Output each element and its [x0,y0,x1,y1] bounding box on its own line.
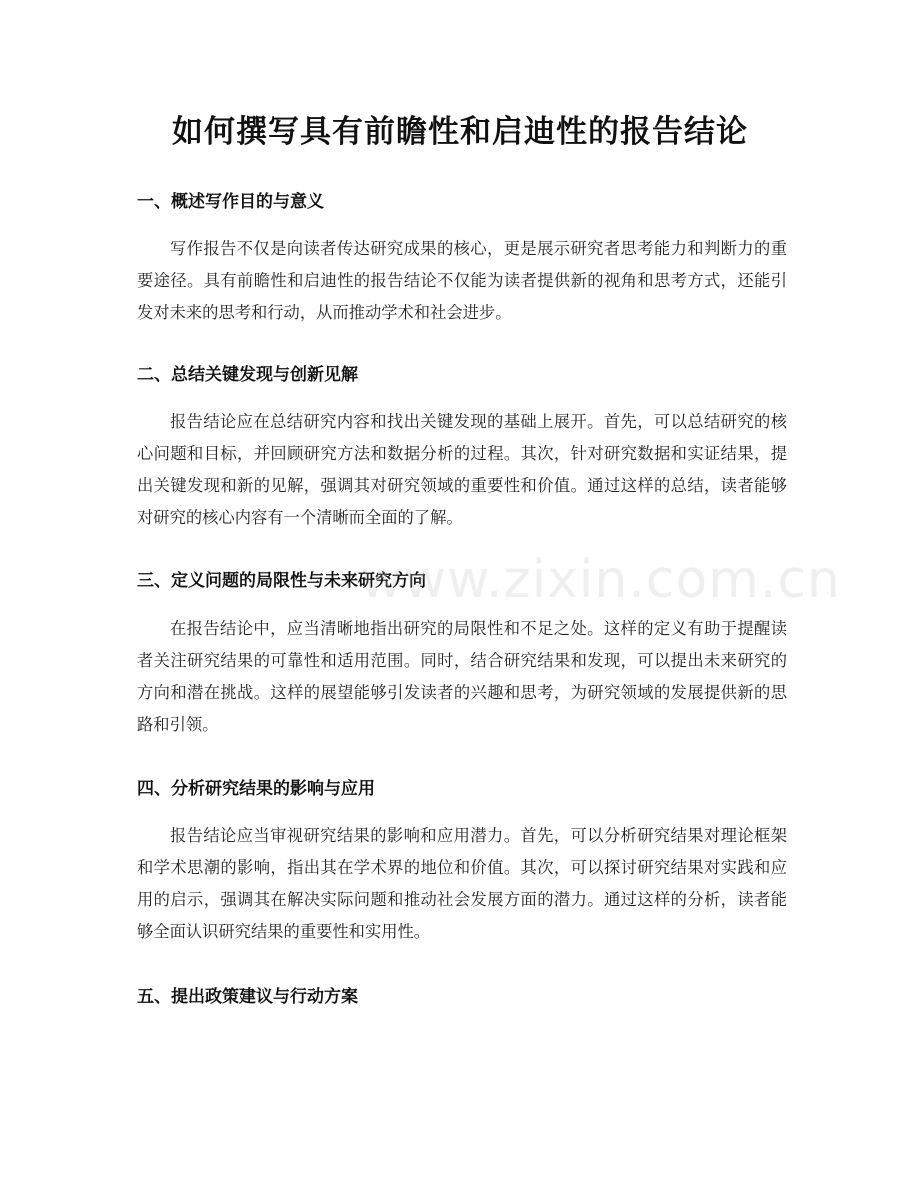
document-title: 如何撰写具有前瞻性和启迪性的报告结论 [172,114,748,150]
section-heading-3: 三、定义问题的局限性与未来研究方向 [137,571,426,591]
section-paragraph-4: 报告结论应当审视研究结果的影响和应用潜力。首先，可以分析研究结果对理论框架和学术思潮的影响，指出其在学术界的地位和价值。其次，可以探讨研究结果对实践和应用的启示，强调其在解决实际问题和推动社会发展方面的潜力。通过这样的分析，读者能够全面认识研究结果的重要性和实用性。 [137,826,787,941]
section-heading-1: 一、概述写作目的与意义 [137,192,324,212]
section-paragraph-3: 在报告结论中，应当清晰地指出研究的局限性和不足之处。这样的定义有助于提醒读者关注研究结果的可靠性和适用范围。同时，结合研究结果和发现，可以提出未来研究的方向和潜在挑战。这样的展望能够引发读者的兴趣和思考，为研究领域的发展提供新的思路和引领。 [137,619,787,734]
watermark: www.zixin.com.cn [360,550,841,610]
section-paragraph-1: 写作报告不仅是向读者传达研究成果的核心，更是展示研究者思考能力和判断力的重要途径。具有前瞻性和启迪性的报告结论不仅能为读者提供新的视角和思考方式，还能引发对未来的思考和行动，从而推动学术和社会进步。 [137,239,787,322]
section-heading-4: 四、分析研究结果的影响与应用 [137,779,375,799]
section-heading-2: 二、总结关键发现与创新见解 [137,365,358,385]
section-paragraph-2: 报告结论应在总结研究内容和找出关键发现的基础上展开。首先，可以总结研究的核心问题和目标，并回顾研究方法和数据分析的过程。其次，针对研究数据和实证结果，提出关键发现和新的见解，强调其对研究领域的重要性和价值。通过这样的总结，读者能够对研究的核心内容有一个清晰而全面的了解。 [137,412,787,527]
section-heading-5: 五、提出政策建议与行动方案 [137,987,358,1007]
